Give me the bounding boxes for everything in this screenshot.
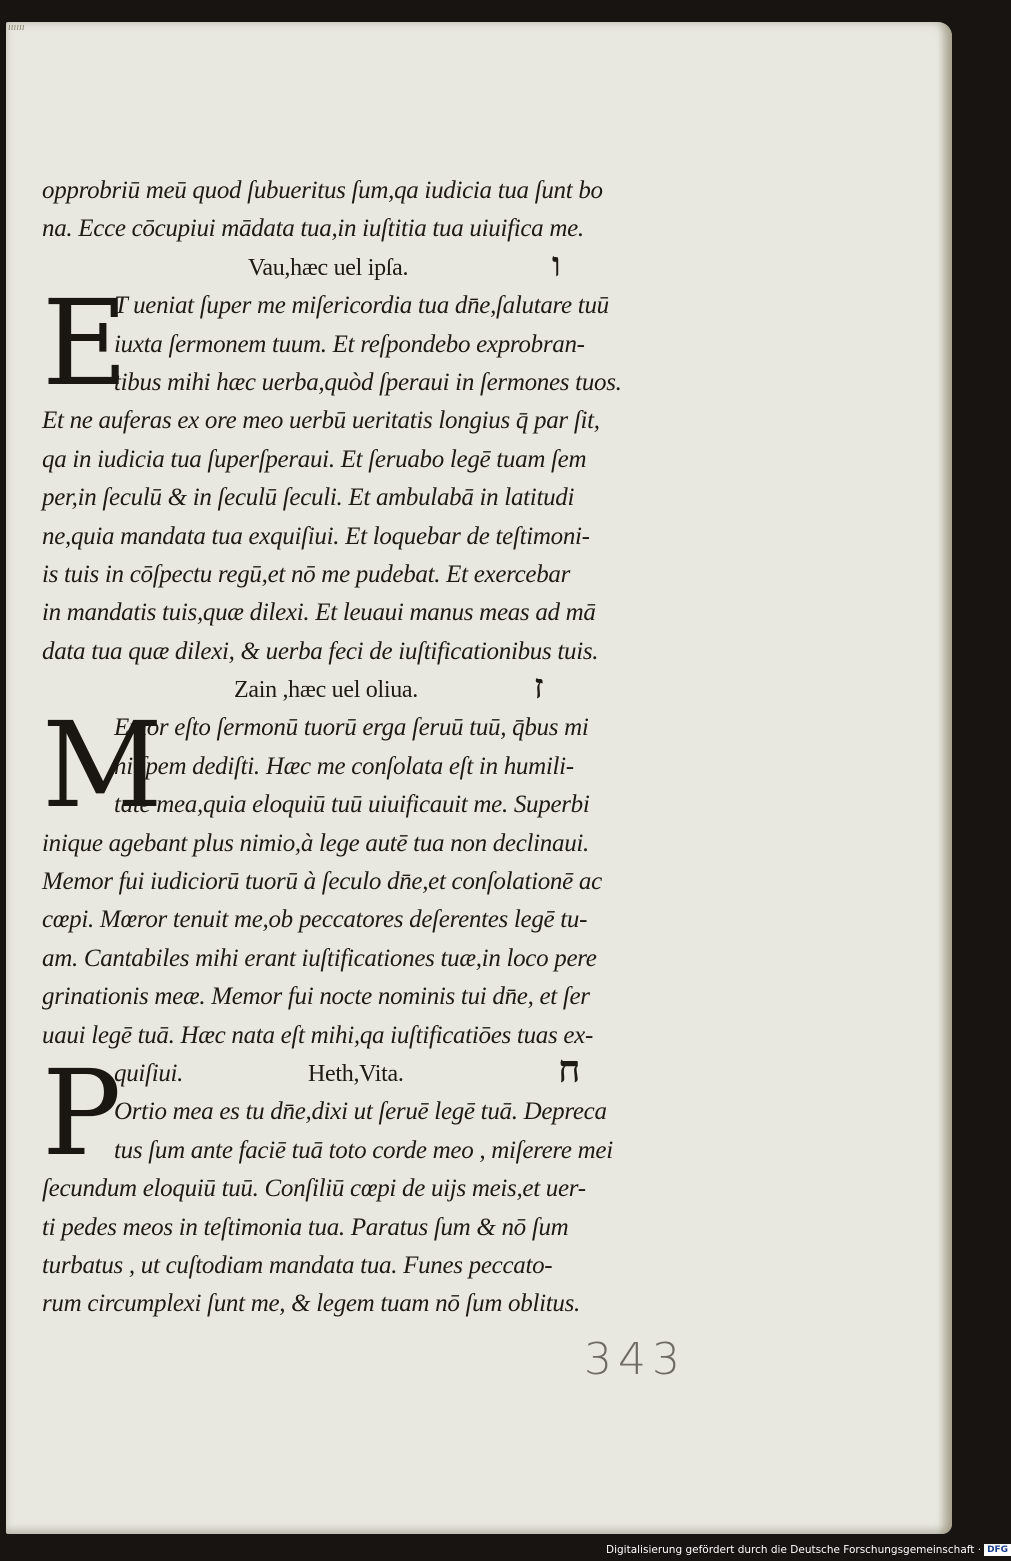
paragraph-vau bbox=[42, 274, 722, 671]
dfg-logo: DFG bbox=[984, 1544, 1011, 1556]
text-line: data tua quæ dilexi, & uerba feci de iuſtificationibus tuis. bbox=[42, 637, 599, 665]
text-line: qa in iudicia tua ſuperſperaui. Et ſeruabo legē tuam ſem bbox=[42, 445, 587, 473]
text-line: Et ne auferas ex ore meo uerbū ueritatis longius q̄ par ſit, bbox=[42, 407, 600, 435]
text-line: per,in ſeculū & in ſeculū ſeculi. Et ambulabā in latitudi bbox=[42, 484, 575, 512]
hebrew-letter-vau: ו bbox=[552, 246, 561, 284]
hebrew-letter-zain: ז bbox=[534, 669, 544, 707]
running-head: ıııııı bbox=[8, 22, 25, 33]
section-heading-label: Zain ,hæc uel oliua. bbox=[234, 677, 418, 704]
text-line: grinationis meæ. Memor fui nocte nominis tui dn̄e, et ſer bbox=[42, 983, 590, 1011]
text-line: Emor eſto ſermonū tuorū erga ſeruū tuū, q̄bus mi bbox=[114, 714, 589, 742]
drop-cap-m: M bbox=[42, 696, 163, 835]
text-line: tibus mihi hæc uerba,quòd ſperaui in ſermones tuos. bbox=[114, 368, 622, 396]
text-line: hi ſpem dediſti. Hæc me conſolata eſt in humili- bbox=[114, 752, 574, 780]
hebrew-letter-heth: ח bbox=[558, 1048, 581, 1091]
text-line: is tuis in cōſpectu regū,et nō me pudebat. Et exercebar bbox=[42, 560, 571, 588]
section-heading-heth bbox=[42, 1048, 722, 1093]
text-line: Ortio mea es tu dn̄e,dixi ut ſeruē legē tuā. Depreca bbox=[114, 1098, 607, 1126]
text-line: ti pedes meos in teſtimonia tua. Paratus ſum & nō ſum bbox=[42, 1213, 569, 1241]
credit-text: Digitalisierung gefördert durch die Deutsche Forschungsgemeinschaft · bbox=[606, 1544, 982, 1556]
text-line: iuxta ſermonem tuum. Et reſpondebo exprobran- bbox=[114, 330, 585, 358]
text-line: inique agebant plus nimio,à lege autē tua non declinaui. bbox=[42, 829, 590, 857]
text-line: ne,quia mandata tua exquiſiui. Et loquebar de teſtimoni- bbox=[42, 522, 590, 550]
text-line: Memor fui iudiciorū tuorū à ſeculo dn̄e,et conſolationē ac bbox=[42, 868, 602, 896]
text-line: in mandatis tuis,quæ dilexi. Et leuaui manus meas ad mā bbox=[42, 599, 596, 627]
text-block bbox=[42, 172, 722, 1324]
text-line: T ueniat ſuper me miſericordia tua dn̄e,ſalutare tuū bbox=[114, 292, 609, 320]
drop-cap-p: P bbox=[42, 1044, 122, 1183]
text-line: am. Cantabiles mihi erant iuſtificationes tuæ,in loco pere bbox=[42, 944, 597, 972]
text-line: ſecundum eloquiū tuū. Conſiliū cœpi de uijs meis,et uer- bbox=[42, 1175, 586, 1203]
text-line: tus ſum ante faciē tuā toto corde meo , miſerere mei bbox=[114, 1136, 613, 1164]
text-line: na. Ecce cōcupiui mādata tua,in iuſtitia tua uiuifica me. bbox=[42, 215, 584, 243]
text-line: opprobriū meū quod ſubueritus ſum,qa iudicia tua ſunt bo bbox=[42, 177, 603, 204]
text-line: uaui legē tuā. Hæc nata eſt mihi,qa iuſtificatiōes tuas ex- bbox=[42, 1021, 593, 1049]
section-heading-vau bbox=[42, 246, 722, 287]
text-line: rum circumplexi ſunt me, & legem tuam nō ſum oblitus. bbox=[42, 1290, 580, 1318]
text-line: turbatus , ut cuſtodiam mandata tua. Funes peccato- bbox=[42, 1251, 553, 1279]
book-page bbox=[6, 22, 952, 1534]
text-line: tate mea,quia eloquiū tuū uiuificauit me. Superbi bbox=[114, 791, 590, 819]
folio-number: 343 bbox=[584, 1334, 686, 1385]
paragraph-zain bbox=[42, 696, 722, 1055]
digitization-credit bbox=[606, 1544, 1011, 1556]
text-line: quiſiui. bbox=[114, 1059, 184, 1087]
text-line: cœpi. Mœror tenuit me,ob peccatores deſerentes legē tu- bbox=[42, 906, 588, 934]
section-heading-label: Vau,hæc uel ipſa. bbox=[248, 254, 409, 281]
drop-cap-e: E bbox=[42, 274, 128, 413]
section-heading-label: Heth,Vita. bbox=[308, 1060, 404, 1087]
